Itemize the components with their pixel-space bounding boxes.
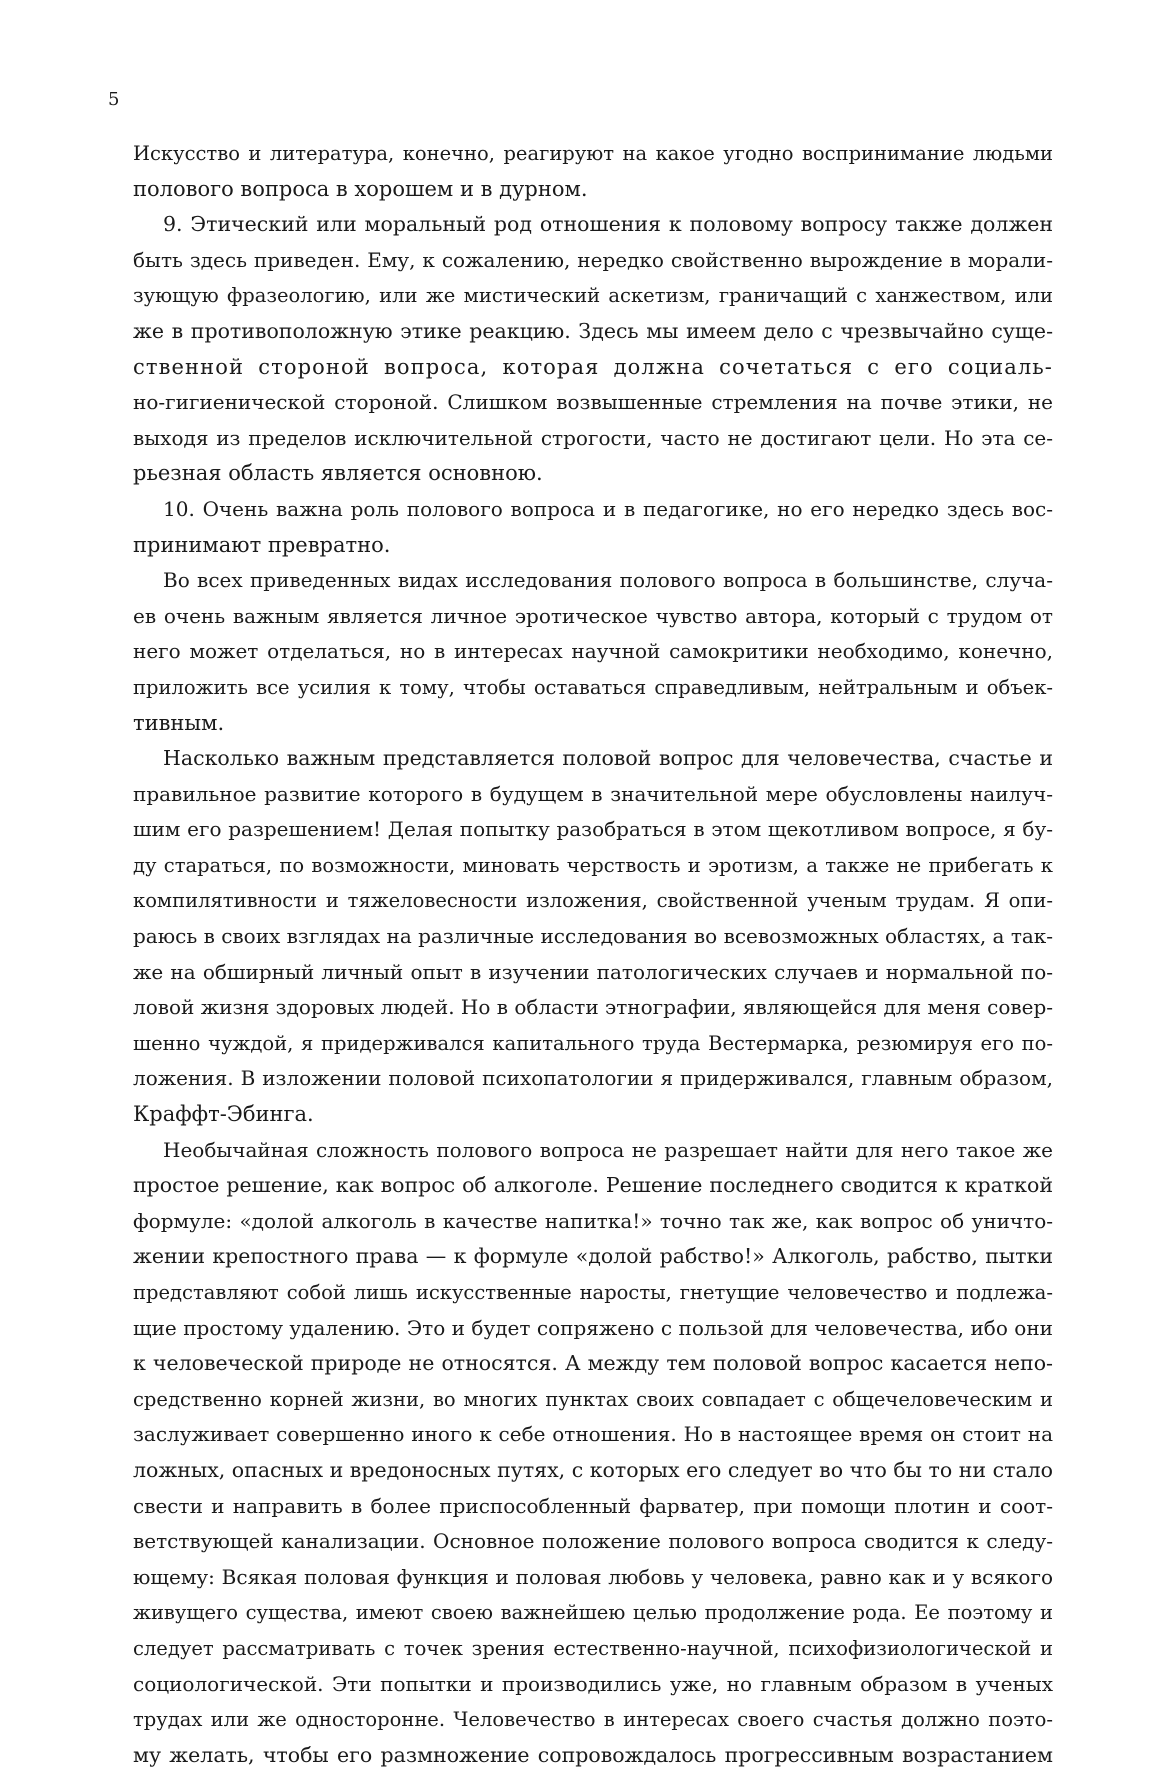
text-line: средственно корней жизни, во многих пунктах своих совпадает с общечеловеческим и <box>133 1387 1053 1411</box>
text-line: щие простому удалению. Это и будет сопряжено с пользой для человечества, ибо они <box>133 1315 1053 1340</box>
text-line: него может отделаться, но в интересах научной самокритики необходимо, конечно, <box>133 639 1053 664</box>
text-line: представляют собой лишь искусственные наросты, гнетущие человечество и подлежа- <box>133 1281 1053 1304</box>
text-line: быть здесь приведен. Ему, к сожалению, нередко свойственно вырождение в морали- <box>133 247 1053 272</box>
text-line: ющему: Всякая половая функция и половая любовь у человека, равно как и у всякого <box>133 1564 1053 1589</box>
text-line: ду стараться, по возможности, миновать черствость и эротизм, а также не прибегать к <box>133 853 1053 877</box>
body-text <box>133 136 1053 1773</box>
text-line: но-гигиенической стороной. Слишком возвышенные стремления на почве этики, не <box>133 390 1053 415</box>
text-line: живущего существа, имеют своею важнейшею целью продолжение рода. Ее поэтому и <box>133 1601 1053 1625</box>
text-line: Необычайная сложность полового вопроса не разрешает найти для него такое же <box>163 1137 1053 1162</box>
text-line: шим его разрешением! Делая попытку разобраться в этом щекотливом вопросе, я бу- <box>133 817 1053 842</box>
text-line: Краффт-Эбинга. <box>133 1102 314 1127</box>
text-line: же на обширный личный опыт в изучении патологических случаев и нормальной по- <box>133 959 1053 984</box>
text-line: следует рассматривать с точек зрения естественно-научной, психофизиологической и <box>133 1636 1053 1660</box>
text-line: выходя из пределов исключительной строгости, часто не достигают цели. Но эта се- <box>133 425 1053 450</box>
text-line: 10. Очень важна роль полового вопроса и в педагогике, но его нередко здесь вос- <box>163 496 1053 521</box>
text-line: свести и направить в более приспособленный фарватер, при помощи плотин и соот- <box>133 1493 1053 1518</box>
text-line: правильное развитие которого в будущем в значительной мере обусловлены наилуч- <box>133 781 1053 806</box>
text-line: принимают превратно. <box>133 532 391 557</box>
text-line: рьезная область является основною. <box>133 461 543 486</box>
text-line: ственной стороной вопроса, которая должна сочетаться с его социаль- <box>133 354 1053 379</box>
text-line: шенно чуждой, я придерживался капитального труда Вестермарка, резюмируя его по- <box>133 1031 1053 1055</box>
text-line: простое решение, как вопрос об алкоголе. Решение последнего сводится к краткой <box>133 1173 1053 1198</box>
text-line: трудах или же односторонне. Человечество в интересах своего счастья должно поэто- <box>133 1708 1053 1732</box>
text-line: му желать, чтобы его размножение сопровождалось прогрессивным возрастанием <box>133 1742 1053 1767</box>
text-line: социологической. Эти попытки и производились уже, но главным образом в ученых <box>133 1671 1053 1696</box>
text-line: ловой жизня здоровых людей. Но в области этнографии, являющейся для меня совер- <box>133 995 1054 1020</box>
text-line: раюсь в своих взглядах на различные исследования во всевозможных областях, а так- <box>133 924 1054 949</box>
text-line: к человеческой природе не относятся. А между тем половой вопрос касается непо- <box>133 1351 1053 1376</box>
text-line: 9. Этический или моральный род отношения к половому вопросу также должен <box>163 212 1053 237</box>
text-line: Искусство и литература, конечно, реагируют на какое угодно воспринимание людьми <box>133 142 1053 165</box>
text-line: же в противоположную этике реакцию. Здесь мы имеем дело с чрезвычайно суще- <box>133 318 1053 343</box>
text-line: заслуживает совершенно иного к себе отношения. Но в настоящее время он стоит на <box>133 1422 1053 1447</box>
text-line: Насколько важным представляется половой вопрос для человечества, счастье и <box>163 746 1053 771</box>
text-line: приложить все усилия к тому, чтобы оставаться справедливым, нейтральным и объек- <box>133 675 1053 699</box>
text-line: ложения. В изложении половой психопатологии я придерживался, главным образом, <box>133 1066 1053 1091</box>
text-line: тивным. <box>133 710 225 735</box>
text-line: зующую фразеологию, или же мистический аскетизм, граничащий с ханжеством, или <box>133 284 1053 308</box>
text-line: Во всех приведенных видах исследования полового вопроса в большинстве, случа- <box>163 568 1053 593</box>
text-line: ев очень важным является личное эротическое чувство автора, который с трудом от <box>133 603 1053 628</box>
text-line: формуле: «долой алкоголь в качестве напитка!» точно так же, как вопрос об уничто- <box>133 1208 1053 1233</box>
text-line: полового вопроса в хорошем и в дурном. <box>133 176 588 201</box>
text-line: компилятивности и тяжеловесности изложения, свойственной ученым трудам. Я опи- <box>133 889 1053 913</box>
page-number: 5 <box>108 89 120 110</box>
text-line: ветствующей канализации. Основное положение полового вопроса сводится к следу- <box>133 1529 1053 1554</box>
text-line: ложных, опасных и вредоносных путях, с которых его следует во что бы то ни стало <box>133 1457 1053 1482</box>
text-line: жении крепостного права — к формуле «долой рабство!» Алкоголь, рабство, пытки <box>133 1244 1053 1269</box>
